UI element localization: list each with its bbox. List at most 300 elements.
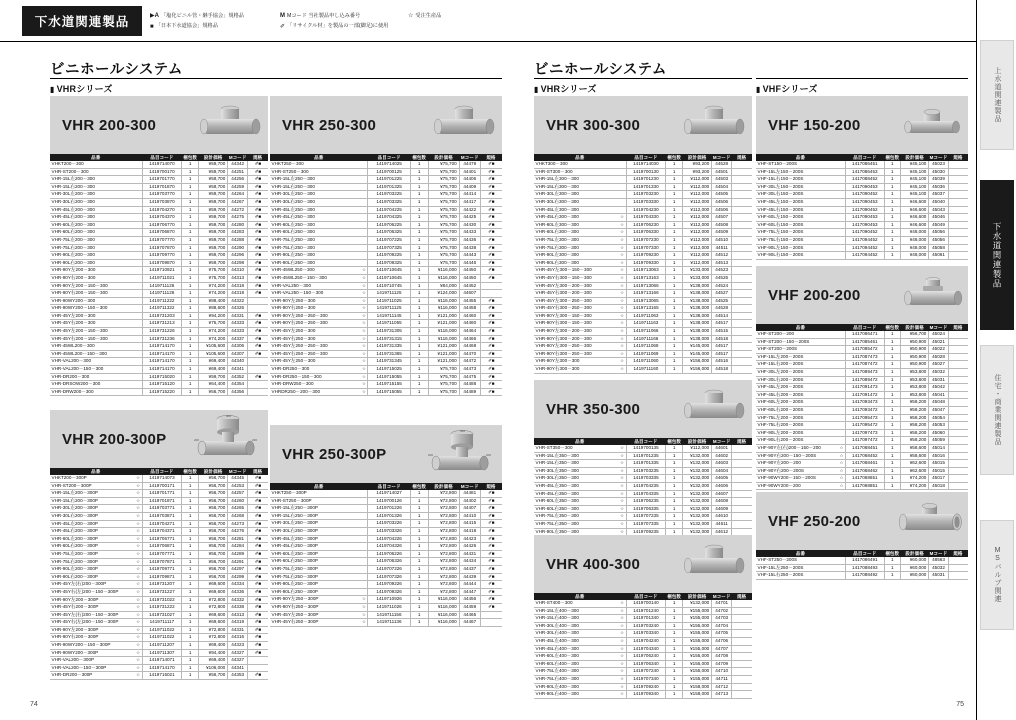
- column-header: 設計価格: [428, 483, 459, 490]
- cell-pack-qty: 1: [884, 467, 900, 475]
- cell-item-code: 1419711022: [142, 634, 182, 642]
- table-row[interactable]: [50, 528, 268, 536]
- table-row[interactable]: [270, 520, 502, 528]
- cell-item-code: 1419700171: [142, 482, 182, 490]
- table-row[interactable]: [50, 161, 268, 168]
- made-to-order-star-icon: ☆: [620, 221, 625, 227]
- pvc-assoc-icon: ✐: [488, 328, 492, 334]
- table-row[interactable]: [270, 282, 502, 290]
- table-row[interactable]: [50, 297, 268, 305]
- table-row[interactable]: [534, 645, 752, 653]
- table-row[interactable]: [756, 331, 968, 338]
- table-row[interactable]: [534, 198, 752, 206]
- table-row[interactable]: [270, 161, 502, 168]
- table-row[interactable]: [270, 320, 502, 328]
- table-row[interactable]: [50, 520, 268, 528]
- cell-pack-qty: 1: [182, 388, 199, 396]
- cell-m-code: 44708: [712, 653, 732, 661]
- sidebar-item-msvalve[interactable]: MSバルブ関連: [980, 520, 1014, 630]
- table-row[interactable]: [756, 168, 968, 176]
- table-row[interactable]: [50, 198, 268, 206]
- cell-design-price: ¥72,800: [428, 490, 459, 497]
- table-row[interactable]: [534, 320, 752, 328]
- cell-item-code: 1419715220: [142, 388, 182, 396]
- table-row[interactable]: [50, 267, 268, 275]
- table-row[interactable]: [534, 191, 752, 199]
- table-row[interactable]: [756, 353, 968, 361]
- cell-standard-marks: [732, 183, 752, 191]
- table-row[interactable]: [50, 343, 268, 351]
- table-row[interactable]: [756, 252, 968, 260]
- table-row[interactable]: [50, 350, 268, 358]
- table-row[interactable]: [270, 252, 502, 260]
- table-row[interactable]: [270, 297, 502, 305]
- table-row[interactable]: [756, 384, 968, 392]
- table-row[interactable]: [50, 176, 268, 184]
- table-row[interactable]: [270, 328, 502, 336]
- cell-standard-marks: [480, 596, 501, 604]
- table-row[interactable]: [756, 467, 968, 475]
- cell-m-code: 45030: [929, 168, 948, 176]
- cell-m-code: 44337: [228, 335, 248, 343]
- table-row[interactable]: [534, 221, 752, 229]
- table-row[interactable]: [270, 543, 502, 551]
- table-row[interactable]: [50, 168, 268, 176]
- table-row[interactable]: [534, 653, 752, 661]
- made-to-order-star-icon: ☆: [620, 513, 625, 519]
- table-row[interactable]: [534, 290, 752, 298]
- cell-pack-qty: 1: [182, 328, 199, 336]
- table-row[interactable]: [270, 611, 502, 619]
- cell-design-price: ¥56,700: [198, 535, 227, 543]
- table-row[interactable]: [534, 358, 752, 366]
- table-row[interactable]: [50, 305, 268, 313]
- table-row[interactable]: [270, 573, 502, 581]
- legend-text: 「塩化ビニル管・継手協会」規格品: [160, 12, 244, 19]
- cell-pack-qty: 1: [666, 259, 683, 267]
- table-row[interactable]: [534, 183, 752, 191]
- table-row[interactable]: [534, 660, 752, 668]
- table-row[interactable]: [270, 290, 502, 298]
- table-row[interactable]: [270, 214, 502, 222]
- legend-item: [280, 22, 388, 33]
- table-row[interactable]: [534, 267, 752, 275]
- pvc-assoc-icon: ✐: [254, 350, 259, 356]
- table-row[interactable]: [270, 497, 502, 505]
- sidebar-item-water-supply[interactable]: 上水道関連製品: [980, 40, 1014, 150]
- cell-design-price: ¥59,700: [198, 161, 227, 168]
- cell-part-number: VHR-45Y左300－150－300 ☆: [534, 267, 626, 275]
- sidebar-item-residential[interactable]: 住宅・商業関連製品: [980, 345, 1014, 475]
- cell-standard-marks: [732, 328, 752, 336]
- table-row[interactable]: [50, 657, 268, 665]
- table-row[interactable]: [534, 467, 752, 475]
- table-row[interactable]: [534, 475, 752, 483]
- table-row[interactable]: [270, 267, 502, 275]
- table-row[interactable]: [50, 244, 268, 252]
- cell-item-code: 1417093473: [845, 399, 884, 407]
- table-row[interactable]: [270, 191, 502, 199]
- table-row[interactable]: [50, 482, 268, 490]
- column-header: 品目コード: [845, 550, 884, 557]
- cell-item-code: 1419704270: [142, 206, 182, 214]
- cell-m-code: 44273: [228, 520, 248, 528]
- table-row[interactable]: [534, 282, 752, 290]
- table-row[interactable]: [50, 672, 268, 680]
- cell-item-code: 1419731226: [142, 328, 182, 336]
- cell-pack-qty: 1: [182, 229, 199, 237]
- table-row[interactable]: [50, 604, 268, 612]
- table-row[interactable]: [756, 206, 968, 214]
- cell-m-code: 44443: [459, 252, 480, 260]
- table-row[interactable]: [756, 346, 968, 354]
- table-row[interactable]: [756, 572, 968, 580]
- table-row[interactable]: [534, 520, 752, 528]
- cell-standard-marks: [248, 244, 268, 252]
- table-row[interactable]: [50, 214, 268, 222]
- table-row[interactable]: [534, 637, 752, 645]
- table-row[interactable]: [50, 335, 268, 343]
- cell-standard-marks: [732, 607, 752, 615]
- table-row[interactable]: [534, 274, 752, 282]
- table-row[interactable]: [270, 596, 502, 604]
- table-row[interactable]: [534, 236, 752, 244]
- table-row[interactable]: [270, 206, 502, 214]
- cell-m-code: 44288: [228, 236, 248, 244]
- table-row[interactable]: [534, 630, 752, 638]
- table-row[interactable]: [270, 527, 502, 535]
- table-row[interactable]: [756, 557, 968, 564]
- table-row[interactable]: [270, 558, 502, 566]
- table-row[interactable]: [270, 335, 502, 343]
- table-row[interactable]: [756, 191, 968, 199]
- table-row[interactable]: [270, 244, 502, 252]
- cell-standard-marks: [248, 229, 268, 237]
- cell-pack-qty: 1: [884, 214, 900, 222]
- cell-item-code: 1419701325: [368, 183, 410, 191]
- table-row[interactable]: [270, 505, 502, 513]
- table-row[interactable]: [534, 600, 752, 607]
- cell-standard-marks: [948, 406, 967, 414]
- table-row[interactable]: [50, 505, 268, 513]
- table-row[interactable]: [50, 183, 268, 191]
- cell-design-price: ¥53,800: [900, 368, 928, 376]
- table-header-row: [534, 438, 752, 445]
- cell-part-number: VHR-ST350－300 ☆: [534, 445, 626, 452]
- table-row[interactable]: [270, 168, 502, 176]
- table-row[interactable]: [756, 229, 968, 237]
- table-row[interactable]: [534, 513, 752, 521]
- table-row[interactable]: [50, 373, 268, 381]
- sewerage-assoc-icon: ■: [491, 214, 495, 220]
- table-row[interactable]: [534, 615, 752, 623]
- table-row[interactable]: [50, 664, 268, 672]
- cell-item-code: 1419701330: [626, 183, 666, 191]
- table-row[interactable]: [534, 675, 752, 683]
- cell-item-code: 1417068452: [845, 452, 884, 460]
- table-row[interactable]: [50, 649, 268, 657]
- cell-pack-qty: 1: [666, 282, 683, 290]
- product-title: VHR 200-300P: [62, 430, 167, 448]
- table-row[interactable]: [50, 328, 268, 336]
- table-row[interactable]: [756, 475, 968, 483]
- table-row[interactable]: [50, 274, 268, 282]
- table-row[interactable]: [534, 206, 752, 214]
- table-row[interactable]: [270, 176, 502, 184]
- cell-part-number: VHR-75L右250－300: [270, 244, 368, 252]
- table-row[interactable]: [50, 320, 268, 328]
- made-to-order-star-icon: ☆: [620, 528, 625, 534]
- table-row[interactable]: [270, 581, 502, 589]
- table-row[interactable]: [50, 259, 268, 267]
- table-row[interactable]: [756, 406, 968, 414]
- table-row[interactable]: [270, 305, 502, 313]
- table-row[interactable]: [270, 259, 502, 267]
- table-row[interactable]: [50, 581, 268, 589]
- table-row[interactable]: [50, 611, 268, 619]
- cell-standard-marks: [732, 206, 752, 214]
- table-row[interactable]: [270, 388, 502, 396]
- product-table: [756, 154, 968, 260]
- table-row[interactable]: [534, 161, 752, 168]
- table-row[interactable]: [756, 376, 968, 384]
- cell-part-number: VHR-90L左200－300P ☆: [50, 566, 142, 574]
- table-row[interactable]: [50, 642, 268, 650]
- table-row[interactable]: [50, 558, 268, 566]
- table-row[interactable]: [534, 252, 752, 260]
- table-row[interactable]: [756, 437, 968, 445]
- table-row[interactable]: [50, 566, 268, 574]
- table-row[interactable]: [534, 691, 752, 699]
- made-to-order-star-icon: ☆: [136, 535, 141, 541]
- table-row[interactable]: [534, 460, 752, 468]
- table-row[interactable]: [270, 358, 502, 366]
- cell-m-code: 45015: [929, 467, 948, 475]
- table-row[interactable]: [50, 358, 268, 366]
- cell-part-number: VHR-DRW250－300 ☆: [270, 381, 368, 389]
- table-row[interactable]: [50, 252, 268, 260]
- table-row[interactable]: [270, 312, 502, 320]
- table-row[interactable]: [50, 381, 268, 389]
- table-row[interactable]: [756, 429, 968, 437]
- pvc-assoc-icon: ✐: [488, 168, 492, 174]
- table-row[interactable]: [534, 350, 752, 358]
- table-row[interactable]: [534, 452, 752, 460]
- table-row[interactable]: [756, 161, 968, 168]
- pvc-assoc-icon: ✐: [488, 191, 492, 197]
- table-row[interactable]: [756, 361, 968, 369]
- table-row[interactable]: [534, 668, 752, 676]
- table-row[interactable]: [270, 198, 502, 206]
- table-row[interactable]: [756, 244, 968, 252]
- table-row[interactable]: [270, 603, 502, 611]
- pvc-assoc-icon: ✐: [254, 335, 259, 341]
- cell-standard-marks: [948, 168, 967, 176]
- table-row[interactable]: [534, 229, 752, 237]
- table-row[interactable]: [50, 206, 268, 214]
- table-row[interactable]: [50, 290, 268, 298]
- cell-item-code: 1419701326: [368, 512, 410, 520]
- table-row[interactable]: [534, 683, 752, 691]
- cell-design-price: ¥69,400: [198, 366, 227, 374]
- table-header-row: [756, 324, 968, 331]
- table-row[interactable]: [270, 274, 502, 282]
- table-row[interactable]: [50, 366, 268, 374]
- product-illustration: [192, 413, 264, 465]
- table-row[interactable]: [50, 312, 268, 320]
- cell-standard-marks: [732, 214, 752, 222]
- cell-pack-qty: 1: [182, 626, 199, 634]
- cell-part-number: VHR-30L右250－300P: [270, 527, 368, 535]
- table-row[interactable]: [534, 343, 752, 351]
- table-row[interactable]: [270, 236, 502, 244]
- table-row[interactable]: [534, 505, 752, 513]
- table-row[interactable]: [756, 176, 968, 184]
- table-row[interactable]: [50, 573, 268, 581]
- cell-item-code: 1419714070: [142, 161, 182, 168]
- cell-standard-marks: [732, 343, 752, 351]
- table-row[interactable]: [534, 607, 752, 615]
- table-row[interactable]: [756, 391, 968, 399]
- cell-standard-marks: [480, 550, 501, 558]
- cell-pack-qty: 1: [666, 297, 683, 305]
- cell-m-code: 48563: [929, 557, 948, 564]
- table-row[interactable]: [756, 214, 968, 222]
- pvc-assoc-icon: ✐: [254, 191, 259, 197]
- cell-item-code: 1417090453: [845, 221, 884, 229]
- table-row[interactable]: [756, 236, 968, 244]
- table-row[interactable]: [270, 343, 502, 351]
- table-row[interactable]: [534, 498, 752, 506]
- table-row[interactable]: [50, 626, 268, 634]
- table-row[interactable]: [270, 490, 502, 497]
- cell-pack-qty: 1: [182, 520, 199, 528]
- table-row[interactable]: [270, 535, 502, 543]
- table-row[interactable]: [534, 445, 752, 452]
- cell-standard-marks: [480, 297, 501, 305]
- table-row[interactable]: [756, 460, 968, 468]
- table-row[interactable]: [270, 512, 502, 520]
- table-row[interactable]: [756, 452, 968, 460]
- cell-part-number: VHF-45L右200－200S: [756, 391, 845, 399]
- table-row[interactable]: [50, 388, 268, 396]
- cell-part-number: VHR-90L右300－300 ☆: [534, 259, 626, 267]
- cell-m-code: 44517: [712, 320, 732, 328]
- table-row[interactable]: [270, 373, 502, 381]
- table-row[interactable]: [50, 619, 268, 627]
- table-row[interactable]: [50, 634, 268, 642]
- table-row[interactable]: [756, 183, 968, 191]
- table-row[interactable]: [756, 444, 968, 452]
- cell-item-code: 1419704235: [626, 482, 666, 490]
- table-row[interactable]: [50, 236, 268, 244]
- table-row[interactable]: [756, 221, 968, 229]
- sewerage-assoc-icon: ■: [491, 198, 495, 204]
- cell-part-number: VHR-75L左200－300P ☆: [50, 550, 142, 558]
- cell-pack-qty: 1: [884, 557, 900, 564]
- table-row[interactable]: [756, 399, 968, 407]
- cell-design-price: ¥74,200: [900, 475, 928, 483]
- table-row[interactable]: [50, 588, 268, 596]
- table-row[interactable]: [534, 168, 752, 176]
- table-row[interactable]: [534, 482, 752, 490]
- table-row[interactable]: [50, 535, 268, 543]
- table-row[interactable]: [534, 366, 752, 374]
- table-row[interactable]: [50, 543, 268, 551]
- cell-m-code: 44318: [228, 290, 248, 298]
- table-row[interactable]: [50, 229, 268, 237]
- table-row[interactable]: [50, 497, 268, 505]
- table-row[interactable]: [270, 588, 502, 596]
- table-row[interactable]: [270, 550, 502, 558]
- table-row[interactable]: [50, 282, 268, 290]
- table-row[interactable]: [50, 512, 268, 520]
- pvc-assoc-icon: ✐: [254, 161, 259, 166]
- table-row[interactable]: [270, 221, 502, 229]
- table-row[interactable]: [534, 490, 752, 498]
- cell-pack-qty: 1: [182, 550, 199, 558]
- sidebar-item-sewerage[interactable]: 下水道関連製品: [980, 180, 1014, 330]
- table-row[interactable]: [534, 312, 752, 320]
- table-row[interactable]: [50, 191, 268, 199]
- cell-design-price: ¥58,200: [900, 429, 928, 437]
- cell-pack-qty: 1: [410, 388, 428, 396]
- column-header: 規格: [948, 154, 967, 161]
- table-row[interactable]: [534, 297, 752, 305]
- table-row[interactable]: [270, 229, 502, 237]
- cell-standard-marks: [948, 244, 967, 252]
- table-row[interactable]: [50, 221, 268, 229]
- column-header: 梱包数: [412, 483, 427, 489]
- table-row[interactable]: [270, 183, 502, 191]
- table-row[interactable]: [756, 368, 968, 376]
- table-row[interactable]: [50, 475, 268, 482]
- table-row[interactable]: [534, 328, 752, 336]
- table-row[interactable]: [756, 422, 968, 430]
- table-row[interactable]: [534, 176, 752, 184]
- table-row[interactable]: [270, 619, 502, 627]
- table-row[interactable]: [534, 259, 752, 267]
- table-row[interactable]: [50, 596, 268, 604]
- table-row[interactable]: [756, 198, 968, 206]
- table-row[interactable]: [756, 482, 968, 490]
- table-row[interactable]: [534, 305, 752, 313]
- table-row[interactable]: [534, 214, 752, 222]
- table-row[interactable]: [270, 350, 502, 358]
- cell-m-code: 44703: [712, 615, 732, 623]
- table-row[interactable]: [534, 244, 752, 252]
- table-row[interactable]: [756, 338, 968, 346]
- table-row[interactable]: [756, 564, 968, 572]
- product-banner: [50, 410, 268, 468]
- table-row[interactable]: [270, 565, 502, 573]
- made-to-order-star-icon: ☆: [620, 622, 625, 628]
- table-row[interactable]: [534, 335, 752, 343]
- table-row[interactable]: [756, 414, 968, 422]
- cell-standard-marks: [248, 161, 268, 168]
- cell-pack-qty: 1: [884, 376, 900, 384]
- table-row[interactable]: [270, 366, 502, 374]
- table-row[interactable]: [534, 622, 752, 630]
- cell-design-price: ¥72,800: [198, 634, 227, 642]
- cell-standard-marks: [732, 244, 752, 252]
- table-row[interactable]: [50, 490, 268, 498]
- cell-design-price: ¥156,000: [682, 366, 711, 374]
- pvc-assoc-icon: ✐: [488, 573, 492, 579]
- table-row[interactable]: [270, 381, 502, 389]
- cell-item-code: 1419700130: [626, 168, 666, 176]
- table-row[interactable]: [50, 550, 268, 558]
